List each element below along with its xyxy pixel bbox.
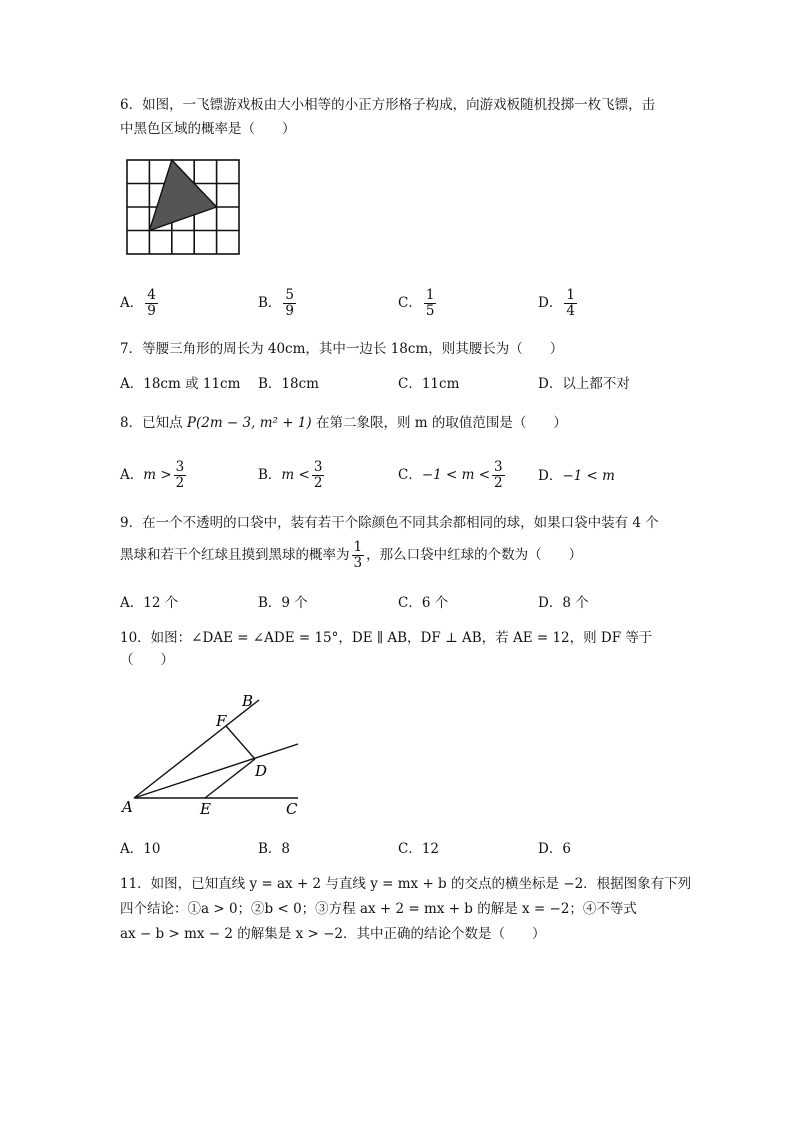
q8-option-d: D．−1 < m [538,468,615,484]
label-f: F [216,712,227,730]
q11-stem-line1: 11．如图，已知直线 y = ax + 2 与直线 y = mx + b 的交点的横坐标是 −2．根据图象有下列 [120,876,692,892]
q10-option-a: A．10 [120,841,161,857]
q8-stem: 8．已知点 P(2m − 3, m² + 1) 在第二象限，则 m 的取值范围是（ ） [120,415,567,431]
q9-stem-line1: 9．在一个不透明的口袋中，装有若干个除颜色不同其余都相同的球，如果口袋中装有 4 个 [120,515,659,531]
q11-stem-line2: 四个结论：①a > 0；②b < 0；③方程 ax + 2 = mx + b 的解是 x = −2；④不等式 [120,901,637,917]
line-ab [134,700,259,798]
q7-option-c: C．11cm [398,376,460,392]
q6-option-a: A． $\frac{4}{9}$ [120,287,156,319]
q10-stem-line1: 10．如图：∠DAE = ∠ADE = 15°，DE ∥ AB，DF ⊥ AB，若 AE = 12，则 DF 等于 [120,630,653,646]
q6-option-d: D． $\frac{1}{4}$ [538,287,575,319]
label-d: D [255,762,268,780]
q8-option-a: A．m > $\frac{3}{2}$ [120,459,185,491]
q6-stem-line2: 中黑色区域的概率是（ ） [120,121,296,137]
q10-option-d: D．6 [538,841,571,857]
black-triangle-region [149,160,216,231]
angle-geometry-figure [118,684,308,820]
q10-stem-line2: （ ） [120,652,174,668]
label-e: E [200,800,211,818]
q10-option-c: C．12 [398,841,440,857]
q11-stem-line3: ax − b > mx − 2 的解集是 x > −2．其中正确的结论个数是（ ） [120,926,546,942]
q6-option-b: B． $\frac{5}{9}$ [258,287,295,319]
label-c: C [286,800,298,818]
q9-stem-line2: 黑球和若干个红球且摸到黑球的概率为 $\frac{1}{3}$ ，那么口袋中红球的个数为（ ） [120,539,583,571]
q10-option-b: B．8 [258,841,291,857]
q8-option-b: B．m < $\frac{3}{2}$ [258,459,323,491]
q9-option-d: D．8 个 [538,595,589,611]
q6-option-c: C． $\frac{1}{5}$ [398,287,435,319]
label-a: A [122,798,133,816]
segment-df [226,726,255,759]
q9-option-c: C．6 个 [398,595,449,611]
q6-stem-line1: 6．如图，一飞镖游戏板由大小相等的小正方形格子构成，向游戏板随机投掷一枚飞镖，击 [120,97,656,113]
q8-point-expression: P(2m − 3, m² + 1) [186,415,312,431]
q9-option-a: A．12 个 [120,595,179,611]
q7-option-a: A．18cm 或 11cm [120,376,241,392]
label-b: B [242,692,254,710]
q7-option-d: D．以上都不对 [538,376,630,392]
q7-stem: 7．等腰三角形的周长为 40cm，其中一边长 18cm，则其腰长为（ ） [120,341,564,357]
dartboard-grid-figure [124,157,242,257]
segment-ed [205,759,255,798]
q9-option-b: B．9 个 [258,595,308,611]
q7-option-b: B．18cm [258,376,319,392]
q8-option-c: C．−1 < m < $\frac{3}{2}$ [398,459,503,491]
